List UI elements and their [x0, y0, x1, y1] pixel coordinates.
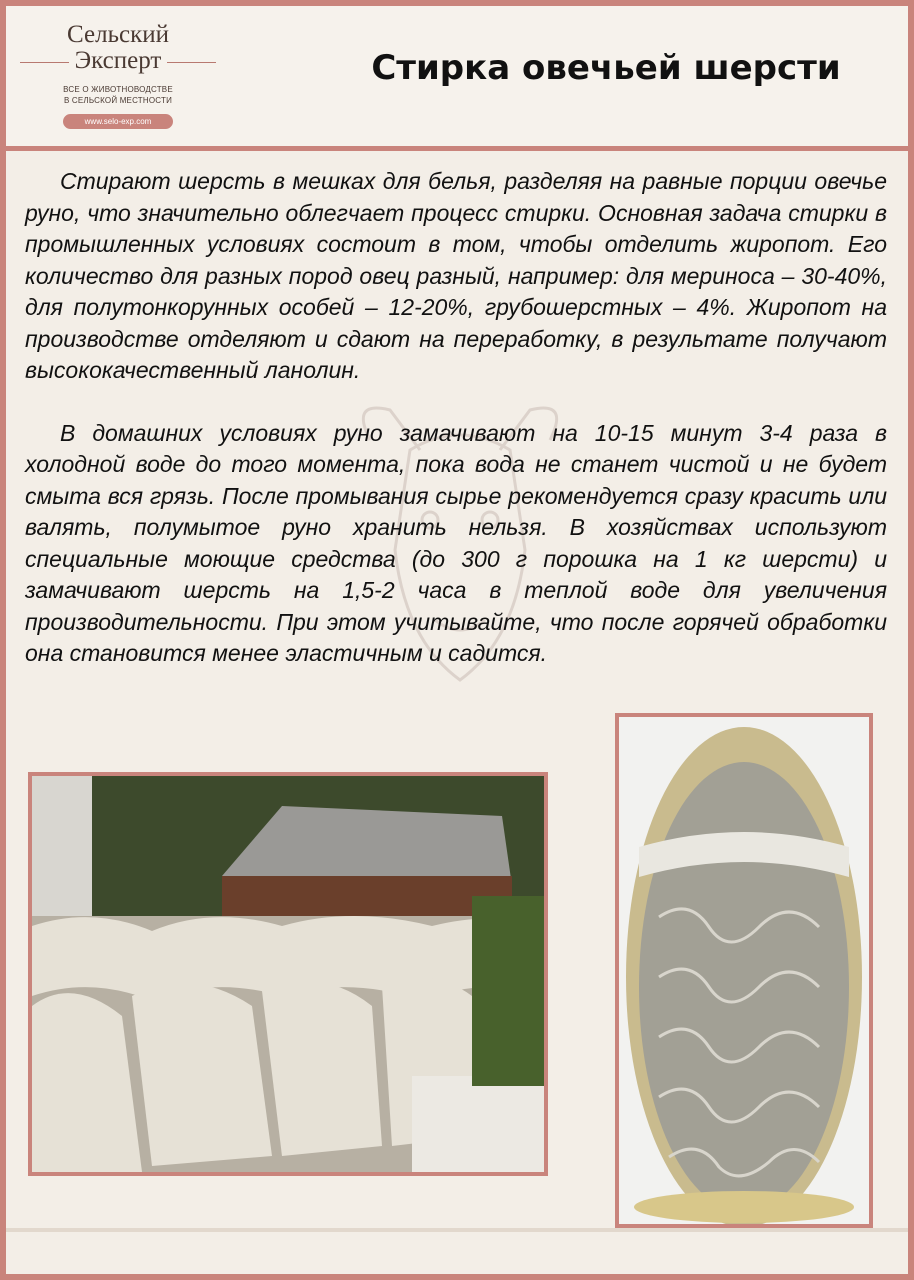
- article-body: [25, 166, 887, 670]
- page-title: Стирка овечьей шерсти: [371, 48, 841, 88]
- photo-wool-in-bag: [615, 713, 873, 1228]
- header-divider: [6, 146, 908, 151]
- footer-divider: [6, 1228, 908, 1232]
- wool-drying-image: [32, 776, 544, 1172]
- header: [6, 6, 908, 146]
- logo-tagline-1: ВСЕ О ЖИВОТНОВОДСТВЕ: [63, 85, 173, 94]
- logo: [20, 18, 216, 144]
- paragraph-2: В домашних условиях руно замачивают на 10-15 минут 3-4 раза в холодной воде до того момента, пока вода не станет чистой и не будет смыта вся грязь. После промывания сырье рекомендуется сразу красить или валять, полумытое руно хранить нельзя. В хозяйствах используют специальные моющие средства (до 300 г порошка на 1 кг шерсти) и замачивают шерсть на 1,5-2 часа в теплой воде для увеличения производительности. При этом учитывайте, что после горячей обработки она становится менее эластичным и садится.: [25, 419, 887, 666]
- logo-tagline: [20, 84, 216, 106]
- wool-bag-image: [619, 717, 869, 1224]
- logo-tagline-2: В СЕЛЬСКОЙ МЕСТНОСТИ: [63, 96, 173, 105]
- paragraph-1: Стирают шерсть в мешках для белья, разделяя на равные порции овечье руно, что значительно облегчает процесс стирки. Основная задача стирки в промышленных условиях состоит в том, чтобы отделить жиропот. Его количество для разных пород овец разный, например: для мериноса – 30-40%, для полутонкорунных особей – 12-20%, грубошерстных – 4%. Жиропот на производстве отделяют и сдают на переработку, в результате получают высококачественный ланолин.: [25, 168, 887, 383]
- logo-line2: Эксперт: [69, 48, 168, 74]
- logo-line1: Сельский: [67, 21, 169, 48]
- logo-url[interactable]: www.selo-exp.com: [63, 114, 174, 129]
- photo-wool-drying: [28, 772, 548, 1176]
